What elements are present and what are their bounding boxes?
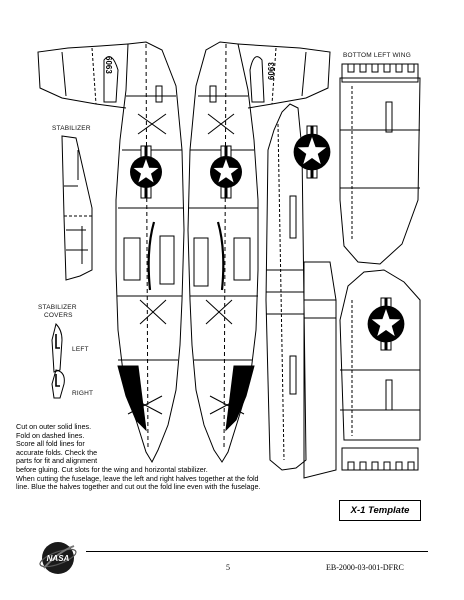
label-right: RIGHT: [72, 390, 94, 397]
instruction-line: Score all fold lines for: [16, 439, 85, 449]
instruction-line: Cut on outer solid lines.: [16, 422, 92, 431]
fuselage-right-half: [188, 42, 330, 462]
fuselage-left-half: [38, 42, 184, 462]
wing-panels: [266, 64, 420, 478]
label-bottom-left-wing: BOTTOM LEFT WING: [343, 52, 411, 59]
instruction-line: When cutting the fuselage, leave the left and right halves together at the fold: [16, 473, 259, 483]
stabilizer-covers: [52, 324, 64, 398]
right-half-roundel: [210, 146, 242, 198]
instruction-line: accurate folds. Check the: [16, 447, 98, 457]
left-half-roundel: [130, 146, 162, 198]
tail-number-left: 6063: [104, 56, 113, 74]
template-title: X-1 Template: [350, 505, 410, 516]
instructions-block: [16, 423, 346, 492]
wing-roundel-upper: [294, 126, 331, 178]
label-left: LEFT: [72, 346, 89, 353]
instruction-line: parts for fit and alignment: [16, 456, 98, 466]
label-stabilizer-covers-1: STABILIZER: [38, 304, 77, 311]
instruction-line: before gluing. Cut slots for the wing and horizontal stabilizer.: [16, 464, 208, 474]
nasa-logo-text: NASA: [46, 554, 70, 563]
document-id: EB-2000-03-001-DFRC: [326, 563, 404, 572]
tail-number-right: 6063: [267, 62, 276, 80]
footer-rule: [86, 551, 428, 552]
instruction-line: line. Blue the halves together and cut out the fold line even with the fuselage.: [16, 482, 261, 492]
wing-roundel-lower: [368, 298, 405, 350]
template-title-box: [339, 500, 421, 521]
label-stabilizer: STABILIZER: [52, 125, 91, 132]
instruction-line: Fold on dashed lines.: [16, 430, 85, 440]
label-stabilizer-covers-2: COVERS: [44, 312, 73, 319]
stabilizer-part: [62, 136, 92, 280]
page-number: 5: [226, 563, 230, 572]
nasa-logo-icon: [38, 538, 78, 578]
